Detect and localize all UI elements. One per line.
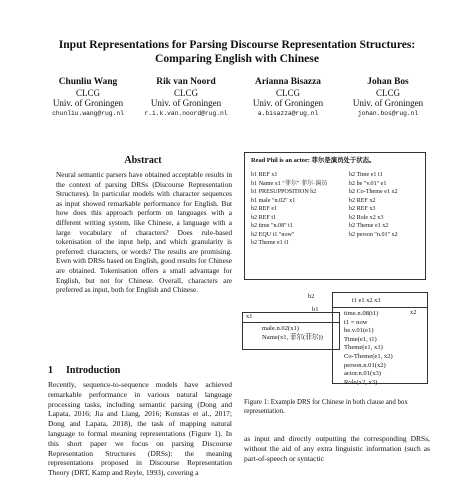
introduction-text: Recently, sequence-to-sequence models have achieved remarkable performance in various natural language processing tasks, including semantic parsing (Dong and Lapata, 2016; Jia and Liang, 2016; Konstas et al., 2017; Dong and Lapata, 2018), the task of mapping natural language to formal meaning representations (Figure 1). In this short paper we focus on parsing Discourse Representation Structures (DRSs): the meaning representations proposed in Discourse Representation Theory (DRT, Kamp and Reyle, 1993), covering a [48,380,232,478]
author-email: johan.bos@rug.nl [357,109,419,117]
clause-line: b2 Time e1 t1 [349,172,383,178]
drs-condition: male.n.02(x1) [262,325,299,332]
author-affiliation: CLCG [275,87,300,98]
author-email: r.i.k.van.noord@rug.nl [144,109,228,117]
section-heading-introduction [48,365,238,376]
abstract-heading: Abstract [124,155,162,166]
clause-line: b2 REF t1 [251,214,277,221]
figure-box-diagram [240,292,432,388]
author-4 [338,77,438,119]
drs-condition: actor.n.01(x3) [344,370,381,378]
paper-title-line-1: Input Representations for Parsing Discourse Representation Structures: [58,38,416,51]
author-university: Univ. of Groningen [150,98,222,109]
paper-title [30,38,444,66]
clause-line: b2 REF e1 [251,206,278,213]
author-3 [238,77,338,119]
author-2 [136,77,236,119]
author-name: Johan Bos [367,77,409,87]
clause-line: b2 time "n.08" t1 [251,223,293,230]
author-name: Chunliu Wang [58,77,118,87]
drs-label-b1: b1 [312,306,319,313]
drs-condition: Time(e1, t1) [344,335,377,343]
drs-inner-referent-bar [242,312,340,323]
drs-condition: time.n.08(t1) [344,310,379,317]
clause-line: b2 Role x2 x3 [349,214,384,221]
figure-caption: Figure 1: Example DRS for Chinese in both clause and box representation. [244,399,408,415]
drs-condition: Co-Theme(e1, x2) [344,352,393,360]
clause-line: b2 person "n.01" x2 [349,231,398,238]
drs-inner-conditions [262,325,323,342]
clause-line: b2 Theme e1 x2 [349,223,389,230]
drs-label-b2: b2 [308,293,315,300]
drs-label-x1: x1 [246,313,253,320]
clause-column-left [251,171,327,248]
author-affiliation: CLCG [375,87,400,98]
drs-condition: Theme(e1, x1) [344,344,383,352]
clause-line: b2 Co-Theme e1 x2 [349,189,398,196]
author-1 [38,77,138,119]
clause-line: b1 REF x1 [251,172,278,178]
paper-title-line-2: Comparing English with Chinese [155,52,319,65]
clause-line: b1 Name x1 "菲尔" 菲尔·演员 [251,180,328,187]
clause-column-right [349,171,398,239]
clause-line: b2 REF x3 [349,206,376,213]
clause-line: b1 male "n.02" x1 [251,197,296,204]
author-affiliation: CLCG [75,87,100,98]
author-name: Rik van Noord [156,77,216,87]
drs-condition: person.n.01(x2) [344,361,386,369]
section-title: Introduction [66,365,121,376]
author-university: Univ. of Groningen [52,98,124,109]
drs-condition: Role(x2, x3) [344,378,378,386]
clause-line: b1 PRESUPPOSITION b2 [251,189,317,196]
section-number: 1 [48,365,53,376]
abstract-text: Neural semantic parsers have obtained acceptable results in the context of parsing DRSs (Discourse Representation Structures). In particular models with character sequences as input showed remarkable performance for English. But how does this approach perform on languages with a different writing system, like Chinese, a language with a large vocabulary of characters? Does rule-based tokenisation of the input help, and which granularity is preferred: characters, or words? The results are promising. Even with DRSs based on English, good results for Chinese are obtained. Tokenisation offers a small advantage for English, but not for Chinese. Overall, characters are preferred as input, both for English and Chinese. [56,170,232,295]
clause-line: b2 be "v.01" e1 [349,180,387,187]
drs-condition: Name(x1, 菲尔(菲尔)) [262,333,323,341]
drs-outer-referents: t1 e1 x2 x3 [352,297,381,304]
figure-sentence-header: Read Phil is an actor: 菲尔是演员处于状态。 [251,157,376,164]
drs-label-x2: x2 [410,309,417,316]
author-email: a.bisazza@rug.nl [257,109,319,117]
author-block [38,77,442,137]
drs-condition: be.v.01(e1) [344,327,374,335]
drs-condition: t1 = now [344,318,368,326]
author-email: chunliu.wang@rug.nl [52,109,124,117]
clause-line: b2 Theme e1 t1 [251,240,289,247]
drs-outer-conditions [344,310,393,387]
clause-line: b2 REF x2 [349,197,376,204]
clause-line: b2 EQU t1 "now" [251,231,295,238]
author-university: Univ. of Groningen [352,98,424,109]
author-affiliation: CLCG [173,87,198,98]
figure-clause-box [244,152,426,280]
author-university: Univ. of Groningen [252,98,324,109]
right-column-text: as input and directly outputting the corresponding DRSs, without the aid of any extra linguistic information (such as part-of-speech or syntactic [244,434,430,463]
author-name: Arianna Bisazza [255,77,321,87]
